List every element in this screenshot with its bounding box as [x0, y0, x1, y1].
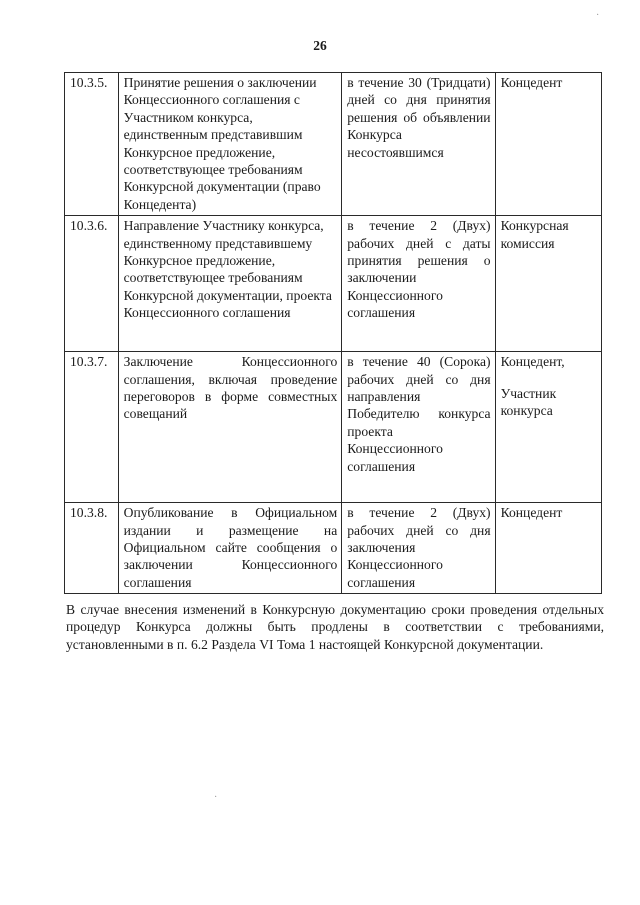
- row-number: 10.3.5.: [65, 73, 119, 216]
- table-row: [65, 352, 602, 503]
- amendment-note: В случае внесения изменений в Конкурсную документацию сроки проведения отдельных процедур Конкурса должны быть продлены в соответствии с требованиями, установленными в п. 6.2 Раздела VI Тома 1 настоящей Конкурсной документации.: [66, 602, 604, 652]
- row-action: Опубликование в Официальном издании и размещение на Официальном сайте сообщения о заключении Концессионного соглашения: [118, 503, 342, 594]
- responsible-party: Концедент: [500, 505, 563, 521]
- row-number: 10.3.8.: [65, 503, 119, 594]
- table-row: [65, 73, 602, 216]
- row-responsible: [495, 503, 601, 594]
- page-number: 26: [313, 38, 327, 53]
- row-term: в течение 2 (Двух) рабочих дней с даты принятия решения о заключении Концессионного соглашения: [342, 216, 495, 352]
- row-term: в течение 40 (Сорока) рабочих дней со дня направления Победителю конкурса проекта Концессионного соглашения: [342, 352, 495, 503]
- row-responsible: [495, 352, 601, 503]
- row-number: 10.3.6.: [65, 216, 119, 352]
- row-responsible: [495, 73, 601, 216]
- table-row: [65, 503, 602, 594]
- row-action: Направление Участнику конкурса, единственному представившему Конкурсное предложение, соответствующее требованиям Конкурсной документации, проекта Концессионного соглашения: [118, 216, 342, 352]
- row-term: в течение 30 (Тридцати) дней со дня принятия решения об объявлении Конкурса несостоявшимся: [342, 73, 495, 216]
- row-number: 10.3.7.: [65, 352, 119, 503]
- responsible-party: Участник конкурса: [500, 385, 557, 419]
- row-action: Заключение Концессионного соглашения, включая проведение переговоров в форме совместных совещаний: [118, 352, 342, 503]
- responsible-party: Концедент: [500, 75, 563, 90]
- row-action: Принятие решения о заключении Концессионного соглашения с Участником конкурса, единственным представившим Конкурсное предложение, соответствующее требованиям Конкурсной документации (право Концедента): [118, 73, 342, 216]
- scan-speck: ·: [596, 10, 600, 21]
- procedure-schedule-table: [64, 72, 602, 594]
- scan-speck: ·: [214, 792, 218, 803]
- table-row: [65, 216, 602, 352]
- responsible-party: Концедент,: [500, 354, 565, 370]
- responsible-party: Конкурсная комиссия: [500, 218, 569, 251]
- row-responsible: [495, 216, 601, 352]
- row-term: в течение 2 (Двух) рабочих дней со дня заключения Концессионного соглашения: [342, 503, 495, 594]
